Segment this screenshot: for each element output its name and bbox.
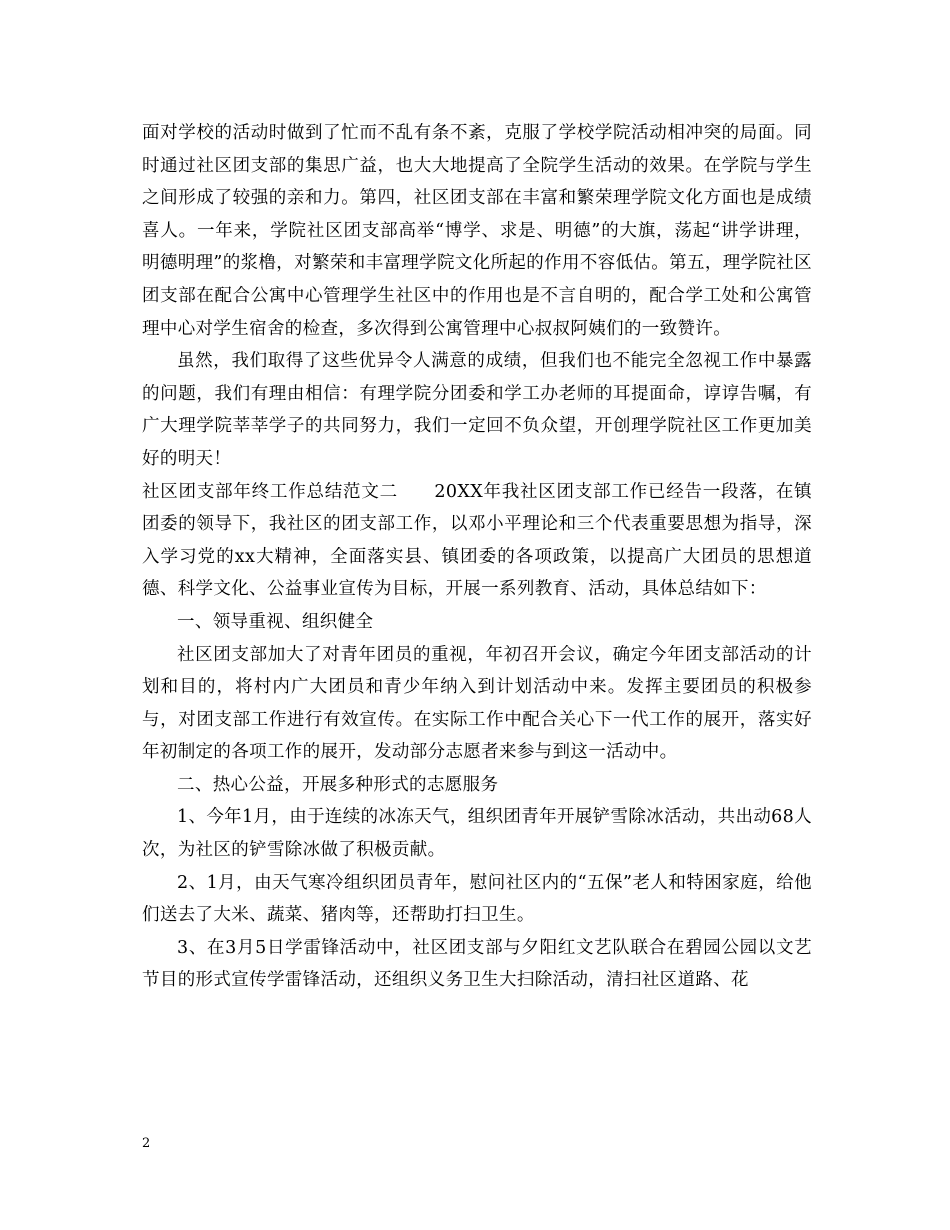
section-heading-1: 一、领导重视、组织健全 xyxy=(177,611,374,632)
list-item-2: 2、1月，由天气寒冷组织团员青年，慰问社区内的“五保”老人和特困家庭，给他们送去了大米、蔬菜、猪肉等，还帮助打扫卫生。 xyxy=(142,872,812,926)
paragraph-2: 虽然，我们取得了这些优异令人满意的成绩，但我们也不能完全忽视工作中暴露的问题，我们有理由相信：有理学院分团委和学工办老师的耳提面命，谆谆告嘱，有广大理学院莘莘学子的共同努力，我们一定回不负众望，开创理学院社区工作更加美好的明天！ xyxy=(142,351,812,469)
paragraph-3: 社区团支部年终工作总结范文二 20XX年我社区团支部工作已经告一段落，在镇团委的领导下，我社区的团支部工作，以邓小平理论和三个代表重要思想为指导，深入学习党的xx大精神，全面落实县、镇团委的各项政策，以提高广大团员的思想道德、科学文化、公益事业宣传为目标，开展一系列教育、活动，具体总结如下： xyxy=(142,481,812,600)
paragraph-5: 社区团支部加大了对青年团员的重视，年初召开会议，确定今年团支部活动的计划和目的，将村内广大团员和青少年纳入到计划活动中来。发挥主要团员的积极参与，对团支部工作进行有效宣传。在实际工作中配合关心下一代工作的展开，落实好年初制定的各项工作的展开，发动部分志愿者来参与到这一活动中。 xyxy=(142,644,812,763)
list-item-3: 3、在3月5日学雷锋活动中，社区团支部与夕阳红文艺队联合在碧园公园以文艺节目的形式宣传学雷锋活动，还组织义务卫生大扫除活动，清扫社区道路、花 xyxy=(142,937,812,991)
list-item-1: 1、今年1月，由于连续的冰冻天气，组织团青年开展铲雪除冰活动，共出动68人次，为社区的铲雪除冰做了积极贡献。 xyxy=(142,807,812,861)
page-number: 2 xyxy=(142,1136,151,1151)
document-body xyxy=(142,117,812,997)
paragraph-1: 面对学校的活动时做到了忙而不乱有条不紊，克服了学校学院活动相冲突的局面。同时通过社区团支部的集思广益，也大大地提高了全院学生活动的效果。在学院与学生之间形成了较强的亲和力。第四，社区团支部在丰富和繁荣理学院文化方面也是成绩喜人。一年来，学院社区团支部高举“博学、求是、明德”的大旗，荡起“讲学讲理，明德明理”的浆橹，对繁荣和丰富理学院文化所起的作用不容低估。第五，理学院社区团支部在配合公寓中心管理学生社区中的作用也是不言自明的，配合学工处和公寓管理中心对学生宿舍的检查，多次得到公寓管理中心叔叔阿姨们的一致赞许。 xyxy=(142,123,812,339)
section-heading-2: 二、热心公益，开展多种形式的志愿服务 xyxy=(177,774,499,795)
